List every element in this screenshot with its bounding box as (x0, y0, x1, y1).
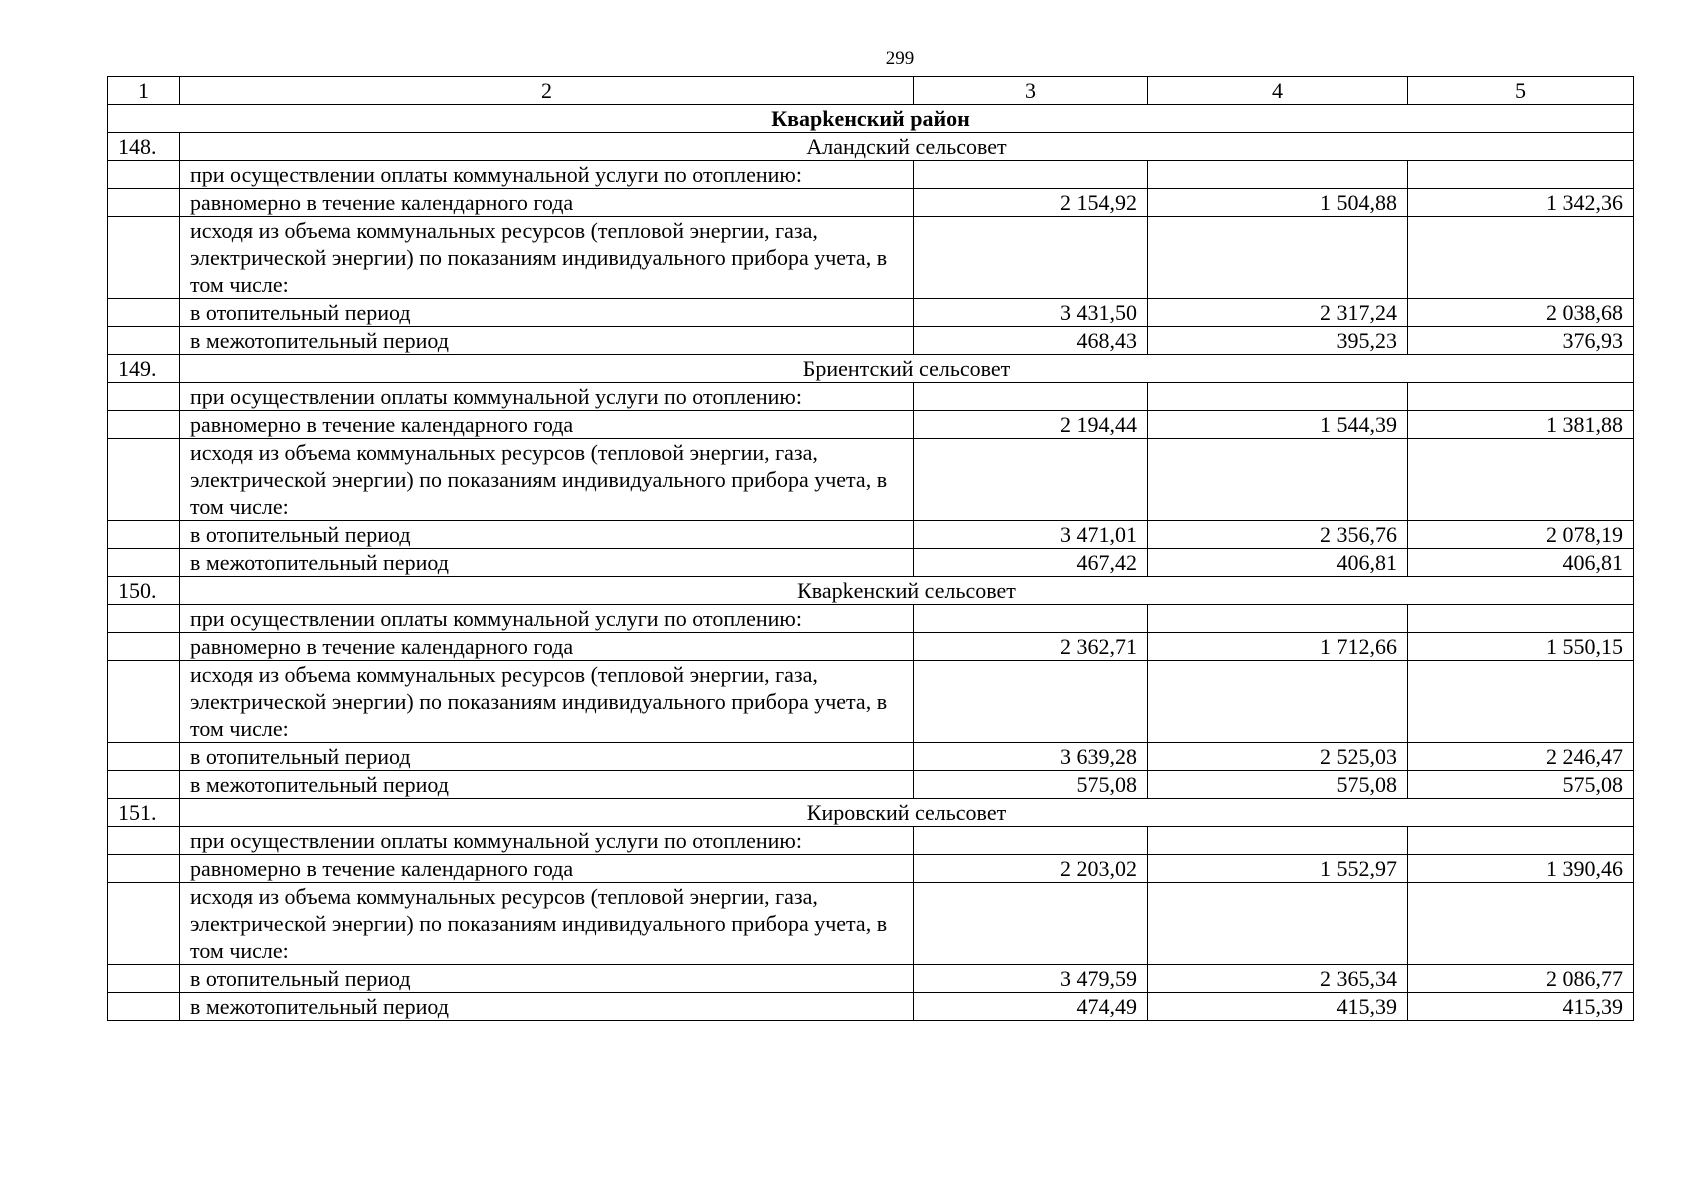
value-col-3: 3 471,01 (914, 521, 1148, 549)
row-label: в отопительный период (180, 965, 914, 993)
value-col-3 (914, 661, 1148, 743)
header-cell-4: 4 (1148, 77, 1408, 105)
value-col-4: 1 504,88 (1148, 189, 1408, 217)
value-col-4 (1148, 217, 1408, 299)
value-col-5 (1408, 161, 1634, 189)
empty-index-cell (108, 855, 180, 883)
section-name: Кварkенский сельсовет (180, 577, 1634, 605)
empty-index-cell (108, 217, 180, 299)
value-col-3: 3 431,50 (914, 299, 1148, 327)
row-label: исходя из объема коммунальных ресурсов (тепловой энергии, газа, электрической энергии) по показаниям индивидуального прибора учета, в том числе: (180, 217, 914, 299)
value-col-3 (914, 383, 1148, 411)
tariff-table (107, 76, 1634, 1021)
empty-index-cell (108, 327, 180, 355)
value-col-4: 2 317,24 (1148, 299, 1408, 327)
table-row (108, 411, 1634, 439)
row-label: в межотопительный период (180, 327, 914, 355)
value-col-4: 1 544,39 (1148, 411, 1408, 439)
value-col-4: 415,39 (1148, 993, 1408, 1021)
value-col-5: 376,93 (1408, 327, 1634, 355)
value-col-3 (914, 161, 1148, 189)
empty-index-cell (108, 521, 180, 549)
value-col-3: 2 362,71 (914, 633, 1148, 661)
table-row (108, 661, 1634, 743)
row-label: исходя из объема коммунальных ресурсов (тепловой энергии, газа, электрической энергии) по показаниям индивидуального прибора учета, в том числе: (180, 661, 914, 743)
value-col-4: 406,81 (1148, 549, 1408, 577)
table-row (108, 993, 1634, 1021)
value-col-4: 1 552,97 (1148, 855, 1408, 883)
value-col-4 (1148, 827, 1408, 855)
value-col-5 (1408, 661, 1634, 743)
table-row (108, 855, 1634, 883)
value-col-5 (1408, 827, 1634, 855)
value-col-3: 474,49 (914, 993, 1148, 1021)
row-label: равномерно в течение календарного года (180, 633, 914, 661)
table-row (108, 827, 1634, 855)
value-col-5: 1 381,88 (1408, 411, 1634, 439)
table-row (108, 299, 1634, 327)
table-body (108, 77, 1634, 1021)
section-header-row (108, 133, 1634, 161)
value-col-3 (914, 217, 1148, 299)
section-index: 148. (108, 133, 180, 161)
table-row (108, 743, 1634, 771)
value-col-3: 2 154,92 (914, 189, 1148, 217)
value-col-5: 2 078,19 (1408, 521, 1634, 549)
table-row (108, 161, 1634, 189)
row-label: равномерно в течение календарного года (180, 855, 914, 883)
value-col-4 (1148, 605, 1408, 633)
table-row (108, 217, 1634, 299)
row-label: в межотопительный период (180, 993, 914, 1021)
value-col-3: 2 203,02 (914, 855, 1148, 883)
value-col-4 (1148, 161, 1408, 189)
value-col-5: 2 038,68 (1408, 299, 1634, 327)
table-row (108, 439, 1634, 521)
value-col-3: 467,42 (914, 549, 1148, 577)
empty-index-cell (108, 993, 180, 1021)
table-row (108, 189, 1634, 217)
empty-index-cell (108, 161, 180, 189)
row-label: в отопительный период (180, 521, 914, 549)
value-col-4: 395,23 (1148, 327, 1408, 355)
section-header-row (108, 577, 1634, 605)
empty-index-cell (108, 883, 180, 965)
empty-index-cell (108, 383, 180, 411)
value-col-5: 2 086,77 (1408, 965, 1634, 993)
empty-index-cell (108, 743, 180, 771)
empty-index-cell (108, 299, 180, 327)
row-label: в отопительный период (180, 299, 914, 327)
district-row (108, 105, 1634, 133)
table-row (108, 549, 1634, 577)
header-cell-5: 5 (1408, 77, 1634, 105)
value-col-3: 575,08 (914, 771, 1148, 799)
empty-index-cell (108, 411, 180, 439)
row-label: при осуществлении оплаты коммунальной услуги по отоплению: (180, 161, 914, 189)
row-label: при осуществлении оплаты коммунальной услуги по отоплению: (180, 383, 914, 411)
section-name: Кировский сельсовет (180, 799, 1634, 827)
value-col-4 (1148, 383, 1408, 411)
header-cell-2: 2 (180, 77, 914, 105)
section-index: 151. (108, 799, 180, 827)
value-col-4: 575,08 (1148, 771, 1408, 799)
table-row (108, 633, 1634, 661)
value-col-4: 2 525,03 (1148, 743, 1408, 771)
header-row (108, 77, 1634, 105)
row-label: равномерно в течение календарного года (180, 411, 914, 439)
value-col-4 (1148, 439, 1408, 521)
empty-index-cell (108, 661, 180, 743)
value-col-3 (914, 439, 1148, 521)
table-row (108, 327, 1634, 355)
page-number: 299 (885, 48, 915, 69)
value-col-3: 3 639,28 (914, 743, 1148, 771)
value-col-3 (914, 883, 1148, 965)
value-col-5 (1408, 217, 1634, 299)
value-col-5 (1408, 883, 1634, 965)
empty-index-cell (108, 189, 180, 217)
value-col-4 (1148, 661, 1408, 743)
empty-index-cell (108, 771, 180, 799)
value-col-5: 2 246,47 (1408, 743, 1634, 771)
section-index: 149. (108, 355, 180, 383)
header-cell-3: 3 (914, 77, 1148, 105)
district-title: Кварkенский район (108, 105, 1634, 133)
row-label: равномерно в течение календарного года (180, 189, 914, 217)
value-col-4: 1 712,66 (1148, 633, 1408, 661)
table-row (108, 883, 1634, 965)
table-row (108, 521, 1634, 549)
value-col-4: 2 356,76 (1148, 521, 1408, 549)
value-col-5 (1408, 383, 1634, 411)
row-label: исходя из объема коммунальных ресурсов (тепловой энергии, газа, электрической энергии) по показаниям индивидуального прибора учета, в том числе: (180, 883, 914, 965)
empty-index-cell (108, 605, 180, 633)
table-row (108, 605, 1634, 633)
empty-index-cell (108, 549, 180, 577)
value-col-3: 2 194,44 (914, 411, 1148, 439)
value-col-5: 1 550,15 (1408, 633, 1634, 661)
table-row (108, 383, 1634, 411)
value-col-3 (914, 605, 1148, 633)
empty-index-cell (108, 633, 180, 661)
section-name: Аландский сельсовет (180, 133, 1634, 161)
row-label: исходя из объема коммунальных ресурсов (тепловой энергии, газа, электрической энергии) по показаниям индивидуального прибора учета, в том числе: (180, 439, 914, 521)
row-label: в межотопительный период (180, 549, 914, 577)
value-col-3: 468,43 (914, 327, 1148, 355)
header-cell-1: 1 (108, 77, 180, 105)
value-col-5: 1 342,36 (1408, 189, 1634, 217)
value-col-5 (1408, 605, 1634, 633)
section-index: 150. (108, 577, 180, 605)
value-col-5: 575,08 (1408, 771, 1634, 799)
row-label: в отопительный период (180, 743, 914, 771)
section-header-row (108, 355, 1634, 383)
table-row (108, 771, 1634, 799)
value-col-3 (914, 827, 1148, 855)
value-col-5: 415,39 (1408, 993, 1634, 1021)
value-col-5: 406,81 (1408, 549, 1634, 577)
value-col-5: 1 390,46 (1408, 855, 1634, 883)
value-col-3: 3 479,59 (914, 965, 1148, 993)
row-label: при осуществлении оплаты коммунальной услуги по отоплению: (180, 827, 914, 855)
row-label: при осуществлении оплаты коммунальной услуги по отоплению: (180, 605, 914, 633)
row-label: в межотопительный период (180, 771, 914, 799)
empty-index-cell (108, 965, 180, 993)
section-header-row (108, 799, 1634, 827)
value-col-4: 2 365,34 (1148, 965, 1408, 993)
value-col-5 (1408, 439, 1634, 521)
empty-index-cell (108, 439, 180, 521)
table-row (108, 965, 1634, 993)
section-name: Бриентский сельсовет (180, 355, 1634, 383)
empty-index-cell (108, 827, 180, 855)
value-col-4 (1148, 883, 1408, 965)
